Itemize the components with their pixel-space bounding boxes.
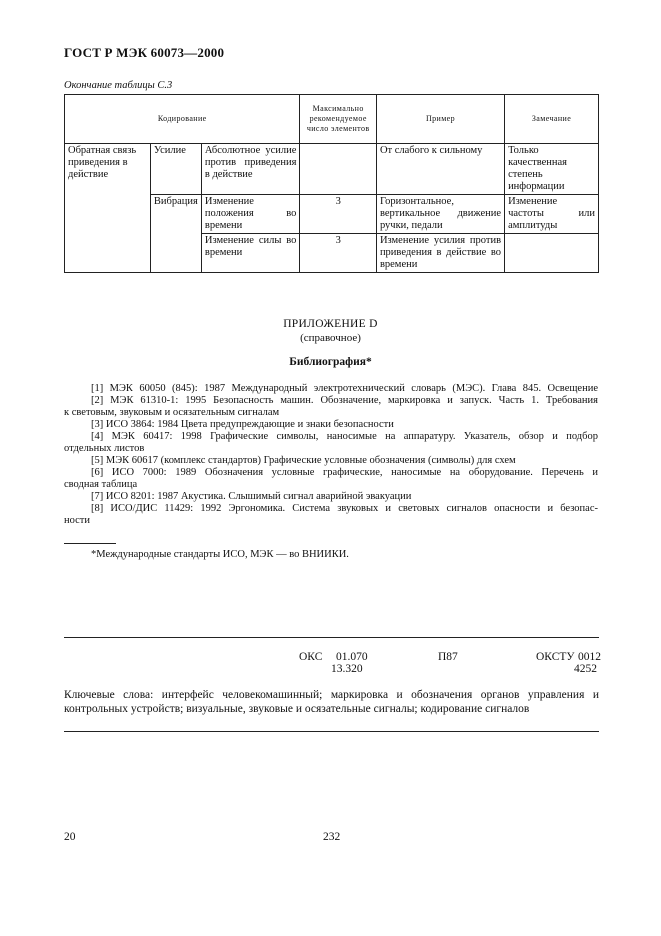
- col-header-example: Пример: [376, 95, 504, 144]
- okstu-code-1: 0012: [578, 651, 601, 663]
- okstu-code-2: 4252: [574, 663, 597, 675]
- reference-line: [6] ИСО 7000: 1989 Обозначения условные графические, наносимые на оборудование. Перечень и: [91, 467, 598, 478]
- reference-item: [64, 467, 598, 491]
- reference-item: [64, 431, 598, 455]
- sub-cell: Усилие: [150, 144, 201, 195]
- reference-line: [5] МЭК 60617 (комплекс стандартов) Графические условные обозначения (символы) для схем: [91, 455, 516, 466]
- reference-item: [64, 455, 598, 467]
- reference-item: [64, 491, 598, 503]
- example-cell: Изменение усилия против приведения в действие во времени: [376, 234, 504, 273]
- desc-cell: Изменение силы во времени: [201, 234, 300, 273]
- max-cell: [300, 144, 377, 195]
- appendix-title: ПРИЛОЖЕНИЕ D: [283, 318, 378, 330]
- col-header-coding: Кодирование: [65, 95, 300, 144]
- okstu-label: ОКСТУ: [536, 651, 575, 663]
- appendix-subtitle: (справочное): [300, 332, 361, 344]
- reference-line: [1] МЭК 60050 (845): 1987 Международный электротехнический словарь (МЭС). Глава 845. Освещение: [91, 383, 598, 394]
- divider-top: [64, 637, 599, 638]
- oks-code-2: 13.320: [331, 663, 363, 675]
- reference-continuation: отдельных листов: [64, 443, 145, 454]
- max-cell: 3: [300, 234, 377, 273]
- reference-item: [64, 419, 598, 431]
- table-row: [65, 144, 599, 195]
- bibliography-title: Библиография*: [289, 356, 372, 368]
- reference-item: [64, 503, 598, 527]
- reference-continuation: к световым, звуковым и осязательным сигналам: [64, 407, 280, 418]
- reference-line: [8] ИСО/ДИС 11429: 1992 Эргономика. Система звуковых и световых сигналов опасности и безопас-: [91, 503, 598, 514]
- sub-cell: Вибрация: [150, 195, 201, 273]
- page-number-center: 232: [323, 831, 341, 843]
- footnote: *Международные стандарты ИСО, МЭК — во ВНИИКИ.: [91, 549, 349, 560]
- document-header: ГОСТ Р МЭК 60073—2000: [64, 45, 225, 60]
- keywords: Ключевые слова: интерфейс человекомашинный; маркировка и обозначения органов управления и контрольных устройств; визуальные, звуковые и осязательные сигналы; кодирование сигналов: [64, 689, 599, 715]
- footnote-rule: [64, 543, 116, 544]
- example-cell: От слабого к сильному: [376, 144, 504, 195]
- reference-line: [4] МЭК 60417: 1998 Графические символы, наносимые на аппаратуру. Указатель, обзор и подбор: [91, 431, 598, 442]
- reference-line: [3] ИСО 3864: 1984 Цвета предупреждающие и знаки безопасности: [91, 419, 394, 430]
- note-cell: Только качественная степень информации: [505, 144, 599, 195]
- example-cell: Горизонтальное, вертикальное движение ручки, педали: [376, 195, 504, 234]
- desc-cell: Абсолютное усилие против приведения в действие: [201, 144, 300, 195]
- col-header-max: Максимально рекомендуемое число элементов: [300, 95, 377, 144]
- page-number-left: 20: [64, 831, 76, 843]
- oks-label: ОКС: [299, 651, 323, 663]
- p-code: П87: [438, 651, 458, 663]
- table-caption: Окончание таблицы С.3: [64, 80, 173, 91]
- reference-line: [7] ИСО 8201: 1987 Акустика. Слышимый сигнал аварийной эвакуации: [91, 491, 412, 502]
- reference-continuation: ности: [64, 515, 90, 526]
- reference-item: [64, 395, 598, 419]
- col-header-note: Замечание: [505, 95, 599, 144]
- table-header-row: [65, 95, 599, 144]
- note-cell: Изменение частоты или амплитуды: [505, 195, 599, 234]
- group-label-cell: Обратная связь приведения в действие: [65, 144, 151, 273]
- reference-item: [64, 383, 598, 395]
- max-cell: 3: [300, 195, 377, 234]
- coding-table: [64, 94, 599, 273]
- reference-continuation: сводная таблица: [64, 479, 138, 490]
- reference-line: [2] МЭК 61310-1: 1995 Безопасность машин. Обозначение, маркировка и запуск. Часть 1. Требования: [91, 395, 598, 406]
- desc-cell: Изменение положения во времени: [201, 195, 300, 234]
- oks-code-1: 01.070: [336, 651, 368, 663]
- divider-bottom: [64, 731, 599, 732]
- note-cell: [505, 234, 599, 273]
